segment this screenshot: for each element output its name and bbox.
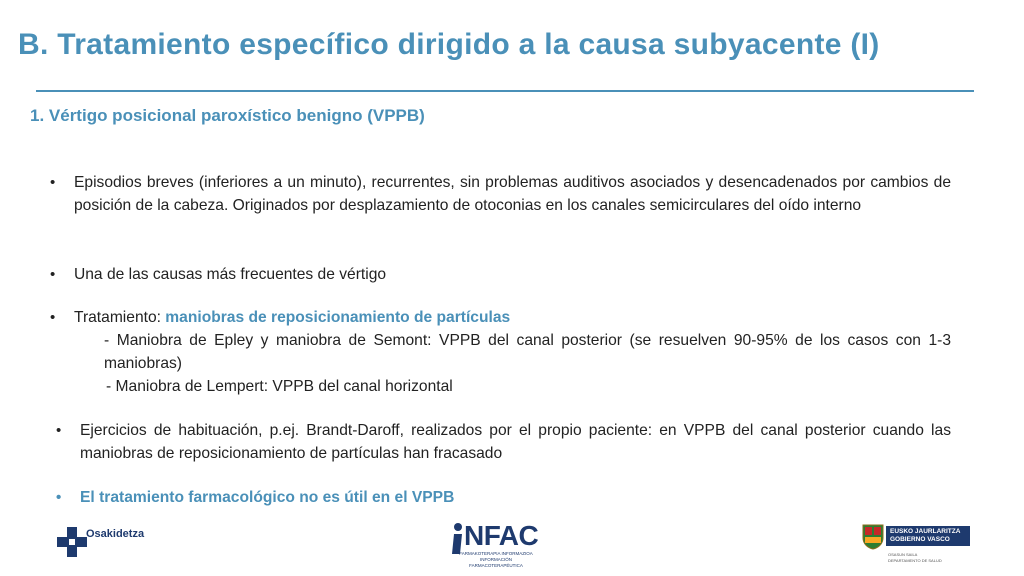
- treatment-label: Tratamiento:: [74, 309, 166, 326]
- bullet-item: [50, 306, 951, 398]
- gv-line-1: EUSKO JAURLARITZA: [890, 528, 961, 535]
- section-subtitle: 1. Vértigo posicional paroxístico benigno (VPPB): [30, 106, 425, 125]
- infac-label: NFAC: [464, 520, 539, 551]
- treatment-subitem-lempert: - Maniobra de Lempert: VPPB del canal horizontal: [106, 378, 453, 395]
- gv-dept-2: DEPARTAMENTO DE SALUD: [888, 558, 942, 563]
- osakidetza-cross-icon: [56, 526, 88, 558]
- bullet-text: Una de las causas más frecuentes de vértigo: [74, 266, 387, 283]
- infac-tagline: [454, 551, 538, 569]
- treatment-subitem-epley: - Maniobra de Epley y maniobra de Semont: VPPB del canal posterior (se resuelven 90-95% de los casos con 1-3 maniobras): [104, 332, 951, 372]
- osakidetza-label: Osakidetza: [86, 528, 145, 540]
- coat-of-arms-icon: [862, 524, 884, 550]
- bullet-dot: •: [50, 266, 56, 283]
- bullet-dot: •: [56, 422, 62, 439]
- bullet-item: [50, 263, 951, 286]
- bullet-text: Episodios breves (inferiores a un minuto), recurrentes, sin problemas auditivos asociados y desencadenados por cambios de posición de la cabeza. Originados por desplazamiento de otoconias en los canales semicirculares del oído interno: [74, 174, 951, 214]
- bullet-item: [50, 171, 951, 217]
- gv-name-box: [886, 526, 970, 546]
- osakidetza-logo: [56, 526, 186, 560]
- bullet-text: Ejercicios de habituación, p.ej. Brandt-Daroff, realizados por el propio paciente: en VPPB del canal posterior cuando las maniobras de reposicionamiento de partículas han fracasado: [80, 422, 951, 462]
- bullet-dot: •: [56, 489, 62, 506]
- infac-logo: [448, 520, 539, 568]
- gobierno-vasco-logo: [862, 522, 972, 568]
- slide-title: B. Tratamiento específico dirigido a la causa subyacente (I): [18, 28, 880, 61]
- bullet-item: [56, 419, 951, 465]
- treatment-highlight: maniobras de reposicionamiento de partículas: [165, 309, 511, 326]
- bullet-item: [56, 486, 951, 509]
- infac-tagline-1: FARMAKOTERAPIA INFORMAZIOA: [459, 551, 533, 556]
- bullet-text: El tratamiento farmacológico no es útil en el VPPB: [80, 489, 455, 506]
- gv-dept-1: OSASUN SAILA: [888, 552, 918, 557]
- bullet-dot: •: [50, 174, 56, 191]
- title-divider: [36, 90, 974, 92]
- infac-tagline-2: INFORMACIÓN FARMACOTERAPÉUTICA: [469, 557, 523, 568]
- gv-department: [888, 552, 970, 564]
- bullet-dot: •: [50, 309, 56, 326]
- gv-line-2: GOBIERNO VASCO: [890, 536, 950, 543]
- bullet-text: [74, 306, 951, 398]
